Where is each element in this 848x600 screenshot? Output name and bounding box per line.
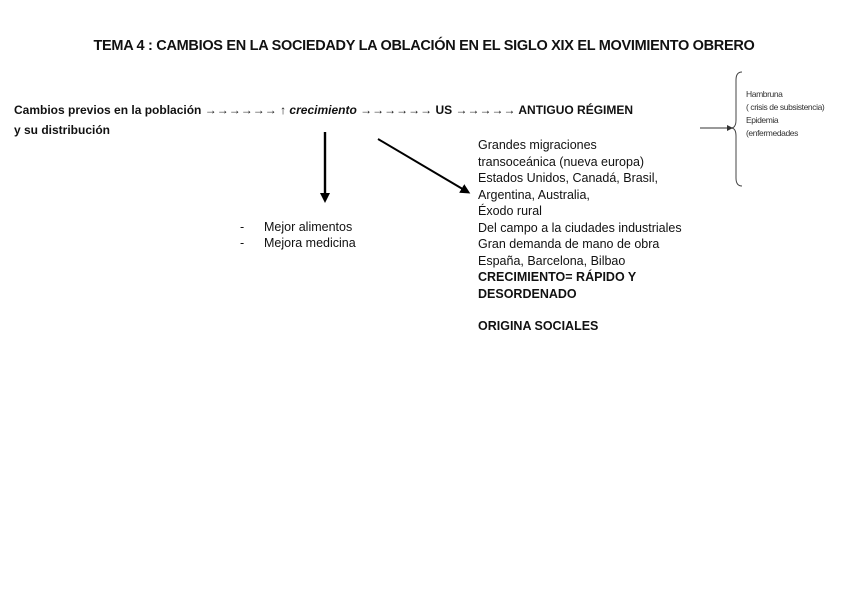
side-note-line: Epidemia <box>746 115 779 125</box>
flow-arrows-3: →→→→→ <box>455 103 516 117</box>
up-arrow-icon: ↑ <box>280 103 287 117</box>
page-title: TEMA 4 : CAMBIOS EN LA SOCIEDADY LA OBLACIÓN EN EL SIGLO XIX EL MOVIMIENTO OBRERO <box>93 38 755 54</box>
brace-icon <box>731 72 742 186</box>
flow-arrows-2: →→→→→→ <box>360 103 433 117</box>
dash-bullet: - <box>240 236 245 250</box>
block-bold-line: CRECIMIENTO= RÁPIDO Y <box>478 270 637 284</box>
flow-crecimiento: crecimiento <box>289 103 357 117</box>
block-line: Éxodo rural <box>478 204 542 218</box>
block-line: Estados Unidos, Canadá, Brasil, <box>478 171 658 185</box>
block-line: transoceánica (nueva europa) <box>478 154 645 169</box>
block-line: Grandes migraciones <box>478 138 597 152</box>
flow-label-1: Cambios previos en la población <box>14 103 202 117</box>
list-item-text: Mejora medicina <box>264 236 356 250</box>
side-note-line: Hambruna <box>746 89 783 99</box>
flow-antiguo-regimen: ANTIGUO RÉGIMEN <box>518 103 634 117</box>
block-line: España, Barcelona, Bilbao <box>478 253 626 268</box>
block-line: Del campo a la ciudades industriales <box>478 220 682 235</box>
diagonal-arrow-icon <box>378 139 466 191</box>
list-item-text: Mejor alimentos <box>264 220 353 234</box>
block-line: Argentina, Australia, <box>478 187 590 202</box>
dash-bullet: - <box>240 220 245 234</box>
flow-label-2: y su distribución <box>14 123 111 137</box>
block-line: Gran demanda de mano de obra <box>478 237 660 251</box>
block-bold-line: ORIGINA SOCIALES <box>478 319 599 333</box>
side-note-line: (enfermedades <box>746 128 798 138</box>
side-note-line: ( crisis de subsistencia) <box>746 102 825 112</box>
block-bold-line: DESORDENADO <box>478 286 577 301</box>
flow-us: US <box>435 103 453 117</box>
flow-arrows-1: →→→→→→ <box>204 103 277 117</box>
